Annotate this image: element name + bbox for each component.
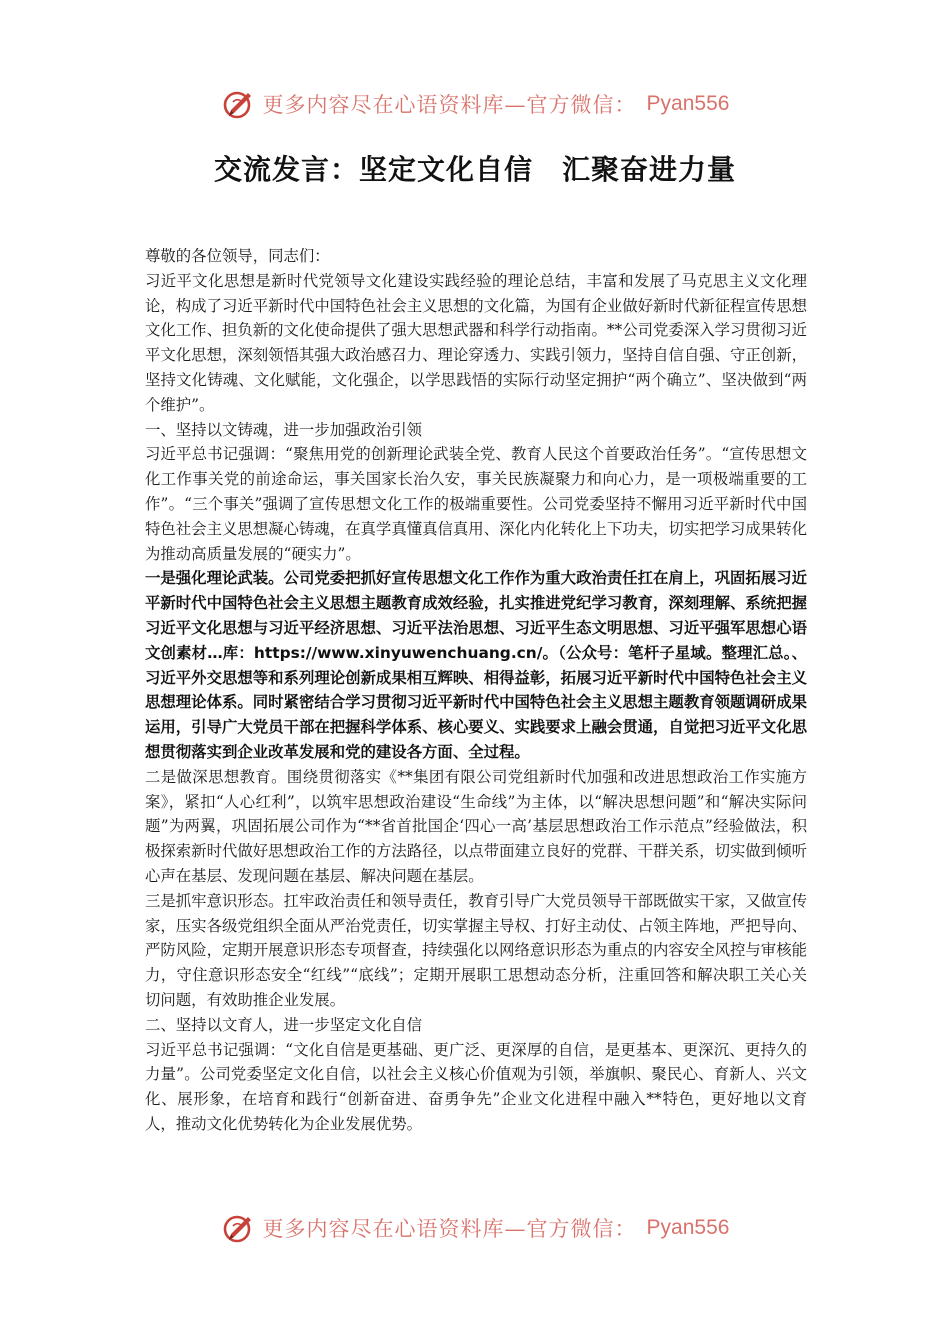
pen-logo-icon: [221, 1210, 257, 1246]
point-2-paragraph: 二是做深思想教育。围绕贯彻落实《**集团有限公司党组新时代加强和改进思想政治工作实施方案》，紧扣“人心红利”，以筑牢思想政治建设“生命线”为主体，以“解决思想问题”和“解决实际问题”为两翼，巩固拓展公司作为“**省首批国企‘四心一高’基层思想政治工作示范点”经验做法，积极探索新时代做好思想政治工作的方法路径，以点带面建立良好的党群、干群关系，切实做到倾听心声在基层、发现问题在基层、解决问题在基层。: [145, 767, 807, 885]
section-1-paragraph: 习近平总书记强调：“聚焦用党的创新理论武装全党、教育人民这个首要政治任务”。“宣传思想文化工作事关党的前途命运，事关国家长治久安，事关民族凝聚力和向心力，是一项极端重要的工作”。“三个事关”强调了宣传思想文化工作的极端重要性。公司党委坚持不懈用习近平新时代中国特色社会主义思想凝心铸魂，在真学真懂真信真用、深化内化转化上下功夫，切实把学习成果转化为推动高质量发展的“硬实力”。: [145, 445, 807, 563]
pen-logo-icon: [221, 86, 257, 122]
watermark-wechat-id: Pyan556: [646, 1216, 730, 1239]
watermark-text: 更多内容尽在心语资料库—官方微信：: [262, 1217, 637, 1241]
watermark-wechat-id: Pyan556: [646, 92, 730, 115]
watermark-text: 更多内容尽在心语资料库—官方微信：: [262, 93, 637, 117]
watermark-header: [0, 86, 950, 122]
section-heading-1: 一、坚持以文铸魂，进一步加强政治引领: [145, 420, 423, 439]
point-3-paragraph: 三是抓牢意识形态。扛牢政治责任和领导责任，教育引导广大党员领导干部既做实干家，又做宣传家，压实各级党组织全面从严治党责任，切实掌握主导权、打好主动仗、占领主阵地，严把导向、严防风险，定期开展意识形态专项督查，持续强化以网络意识形态为重点的内容安全风控与审核能力，守住意识形态安全“红线”“底线”；定期开展职工思想动态分析，注重回答和解决职工关心关切问题，有效助推企业发展。: [145, 891, 807, 1009]
intro-paragraph: 习近平文化思想是新时代党领导文化建设实践经验的理论总结，丰富和发展了马克思主义文化理论，构成了习近平新时代中国特色社会主义思想的文化篇，为国有企业做好新时代新征程宣传思想文化工作、担负新的文化使命提供了强大思想武器和科学行动指南。**公司党委深入学习贯彻习近平文化思想，深刻领悟其强大政治感召力、理论穿透力、实践引领力，坚持自信自强、守正创新，坚持文化铸魂、文化赋能，文化强企，以学思践悟的实际行动坚定拥护“两个确立”、坚决做到“两个维护”。: [145, 271, 807, 414]
point-1-paragraph: 一是强化理论武装。公司党委把抓好宣传思想文化工作作为重大政治责任扛在肩上，巩固拓展习近平新时代中国特色社会主义思想主题教育成效经验，扎实推进党纪学习教育，深刻理解、系统把握习近平文化思想与习近平经济思想、习近平法治思想、习近平生态文明思想、习近平强军思想心语文创素材…库：https://www.xinyuwenchuang.cn/。（公众号：笔杆子星域。整理汇总。、习近平外交思想等和系列理论创新成果相互辉映、相得益彰，拓展习近平新时代中国特色社会主义思想理论体系。同时紧密结合学习贯彻习近平新时代中国特色社会主义思想主题教育领题调研成果运用，引导广大党员干部在把握科学体系、核心要义、实践要求上融会贯通，自觉把习近平文化思想贯彻落实到企业改革发展和党的建设各方面、全过程。: [145, 569, 807, 761]
section-heading-2: 二、坚持以文育人，进一步坚定文化自信: [145, 1015, 423, 1034]
salutation: 尊敬的各位领导，同志们：: [145, 247, 330, 265]
section-2-paragraph: 习近平总书记强调：“文化自信是更基础、更广泛、更深厚的自信，是更基本、更深沉、更持久的力量”。公司党委坚定文化自信，以社会主义核心价值观为引领，举旗帜、聚民心、育新人、兴文化、展形象，在培育和践行“创新奋进、奋勇争先”企业文化进程中融入**特色，更好地以文育人，推动文化优势转化为企业发展优势。: [145, 1040, 807, 1133]
document-title: 交流发言：坚定文化自信 汇聚奋进力量: [213, 153, 736, 186]
document-body: [145, 244, 807, 1137]
watermark-footer: [0, 1210, 950, 1246]
